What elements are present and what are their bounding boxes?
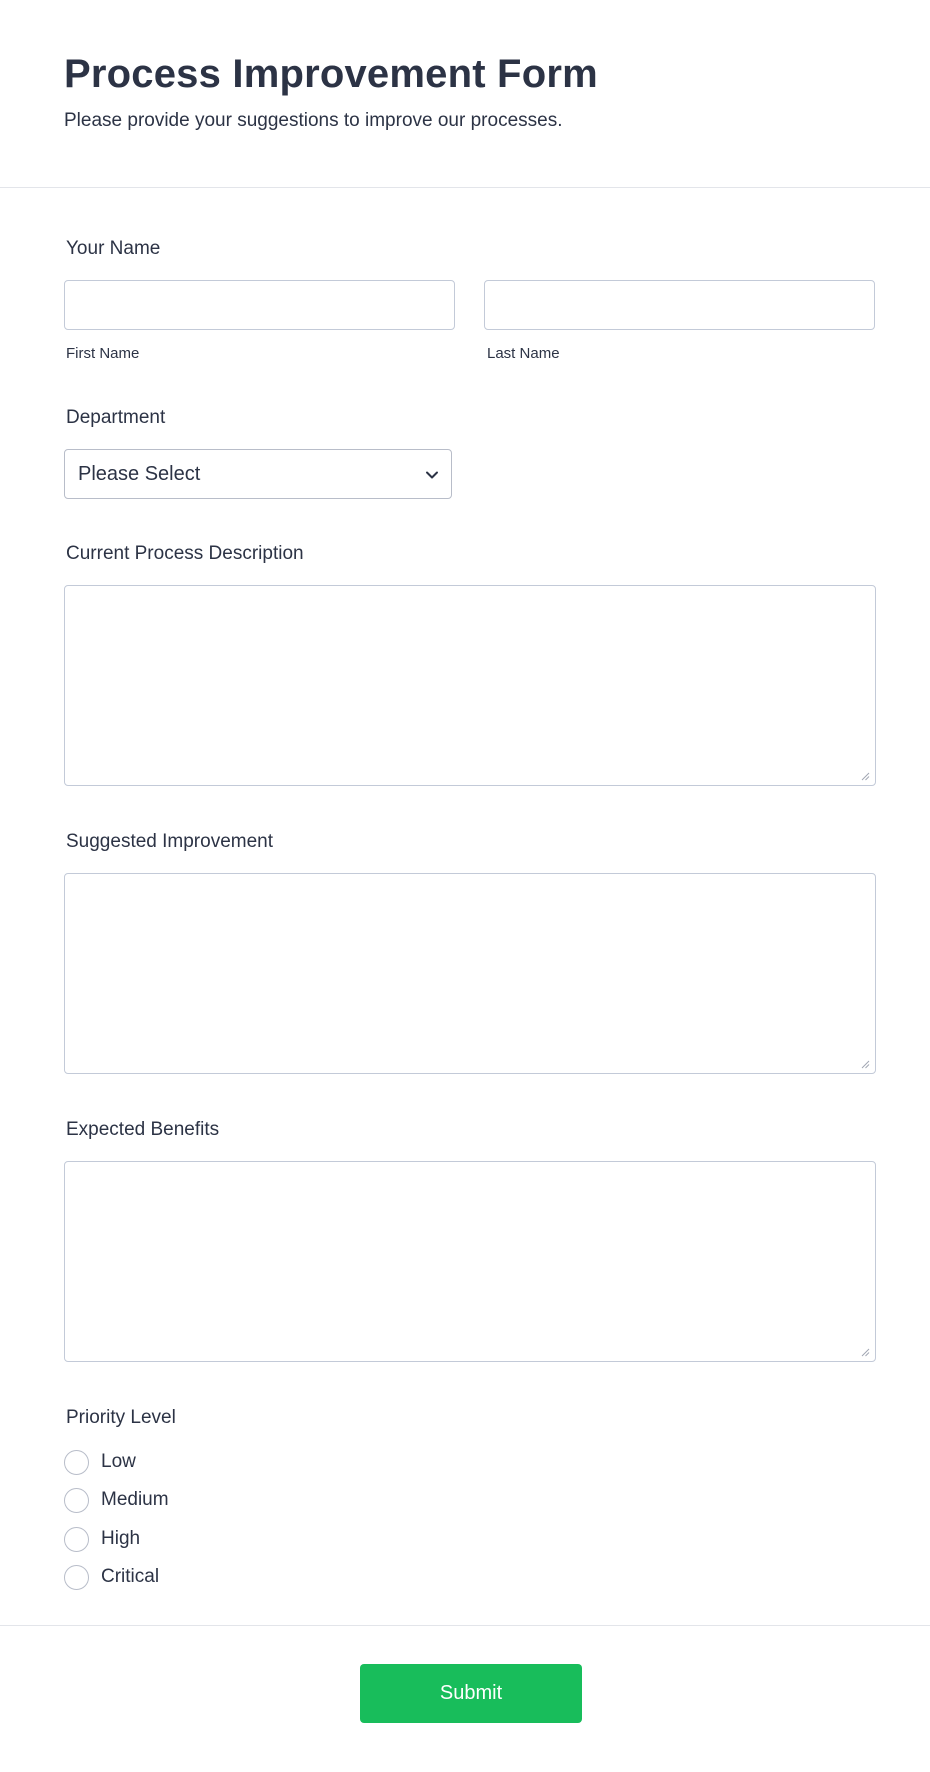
resize-handle-icon[interactable] (861, 772, 870, 781)
priority-option-high[interactable] (64, 1526, 140, 1552)
department-select[interactable] (64, 449, 452, 499)
department-selected-value: Please Select (78, 463, 201, 485)
first-name-input[interactable] (64, 280, 455, 330)
priority-option-medium[interactable] (64, 1487, 169, 1513)
current-process-textarea[interactable] (64, 585, 876, 786)
priority-option-low[interactable] (64, 1449, 136, 1475)
form-title: Process Improvement Form (64, 52, 598, 96)
radio-button[interactable] (64, 1565, 89, 1590)
resize-handle-icon[interactable] (861, 1060, 870, 1069)
radio-label: High (101, 1528, 141, 1549)
radio-button[interactable] (64, 1527, 89, 1552)
chevron-down-icon (425, 468, 439, 482)
priority-option-critical[interactable] (64, 1564, 159, 1590)
suggested-improvement-label: Suggested Improvement (66, 831, 274, 852)
form-header (0, 0, 930, 188)
current-process-label: Current Process Description (66, 543, 304, 564)
radio-label: Medium (101, 1489, 169, 1510)
last-name-sublabel: Last Name (487, 345, 560, 362)
footer-divider (0, 1625, 930, 1626)
radio-label: Low (101, 1451, 136, 1472)
expected-benefits-textarea[interactable] (64, 1161, 876, 1362)
suggested-improvement-textarea[interactable] (64, 873, 876, 1074)
first-name-sublabel: First Name (66, 345, 140, 362)
radio-label: Critical (101, 1566, 160, 1587)
expected-benefits-label: Expected Benefits (66, 1119, 220, 1140)
radio-button[interactable] (64, 1450, 89, 1475)
submit-button[interactable]: Submit (360, 1664, 582, 1723)
your-name-label: Your Name (66, 238, 161, 259)
priority-level-label: Priority Level (66, 1407, 176, 1428)
department-label: Department (66, 407, 166, 428)
resize-handle-icon[interactable] (861, 1348, 870, 1357)
radio-button[interactable] (64, 1488, 89, 1513)
form-subtitle: Please provide your suggestions to improve our processes. (64, 110, 563, 131)
last-name-input[interactable] (484, 280, 875, 330)
